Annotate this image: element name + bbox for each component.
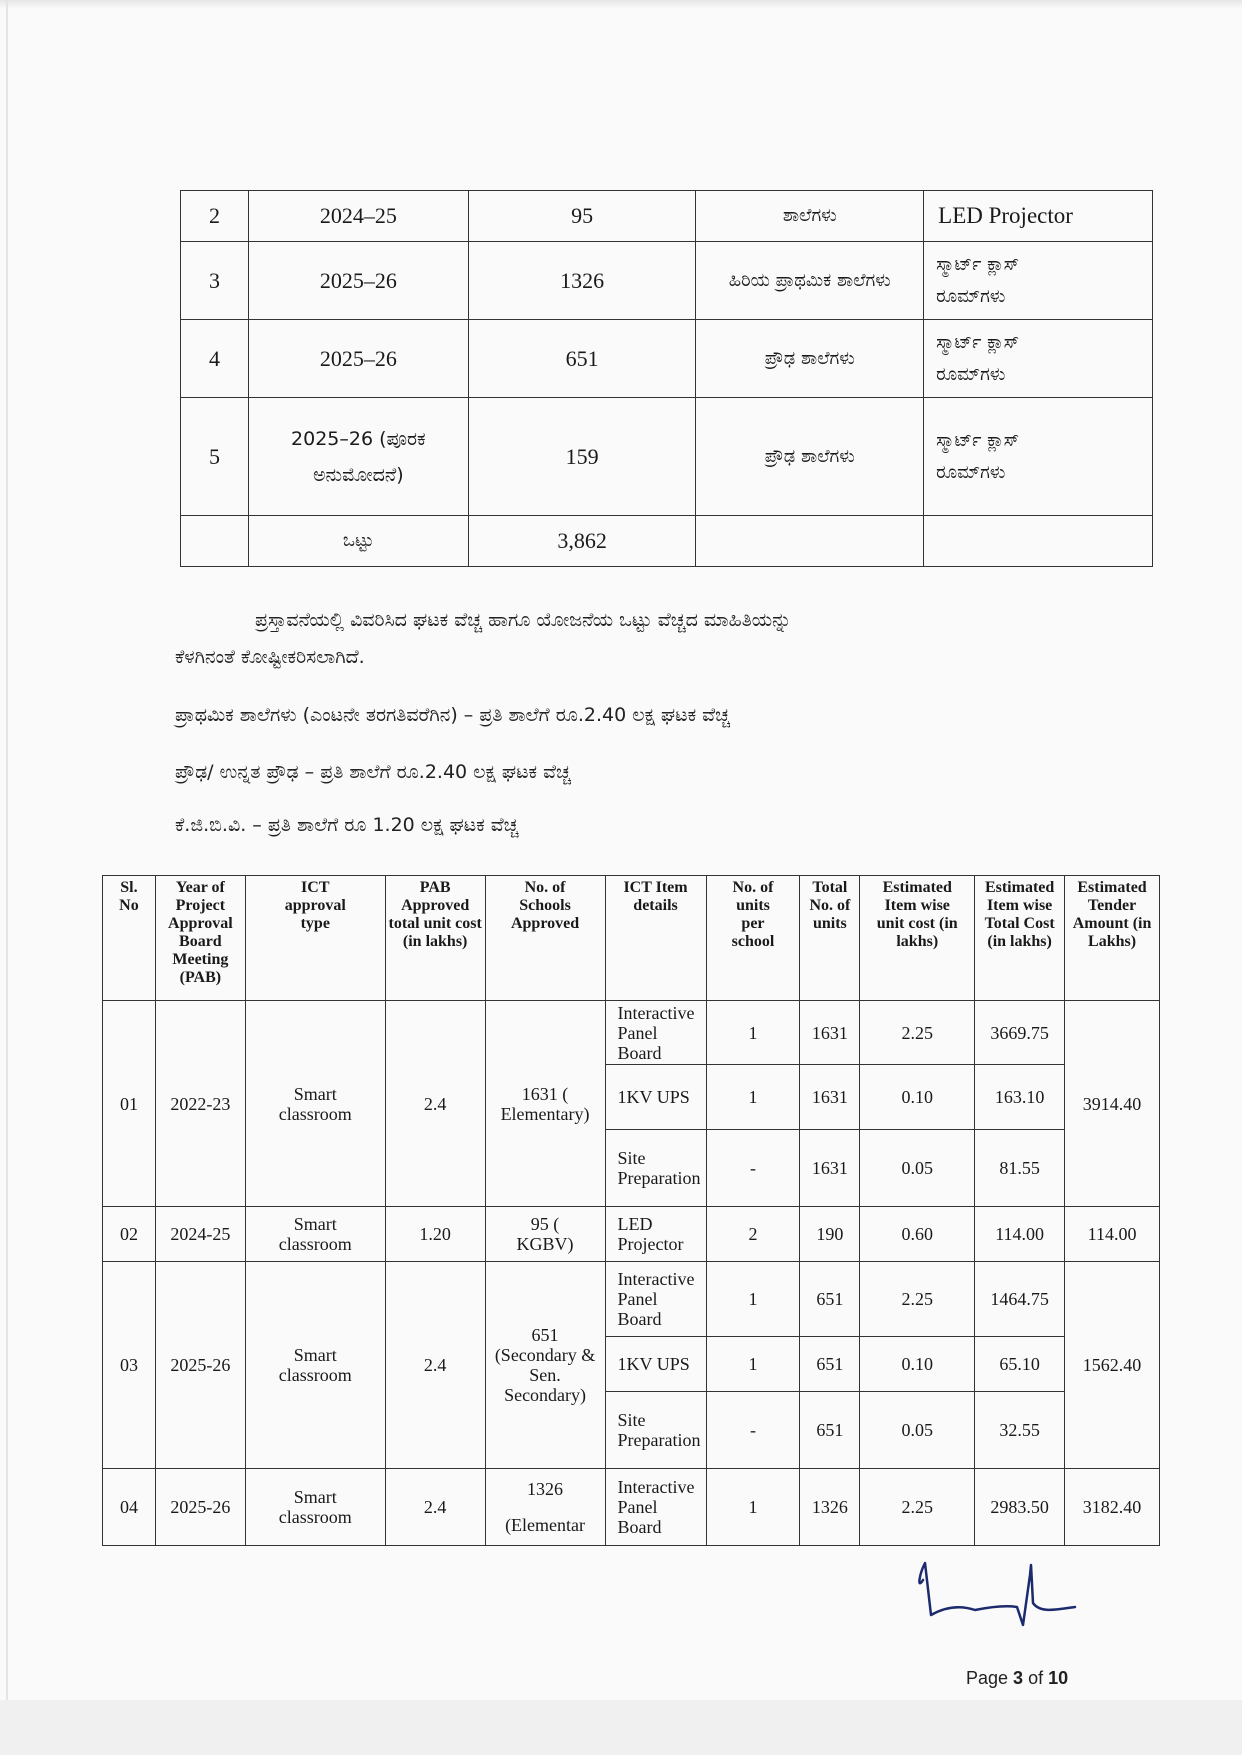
table-row [103,1001,1160,1065]
total-units-cell: 190 [800,1207,860,1262]
count-cell: 651 [468,320,696,398]
tender-cell: 1562.40 [1065,1262,1160,1469]
page-number [966,1668,1068,1689]
empty-cell [181,516,249,567]
type-cell: Smart classroom [245,1469,385,1546]
page-total: 10 [1048,1668,1069,1688]
count-cell: 95 [468,191,696,242]
item-cell: 1KV UPS [605,1337,706,1392]
year-cell: 2024-25 [155,1207,245,1262]
cost-primary-line: ಪ್ರಾಥಮಿಕ ಶಾಲೆಗಳು (ಎಂಟನೇ ತರಗತಿವರೆಗಿನ) – ಪ್ರತಿ ಶಾಲೆಗೆ ರೂ.2.40 ಲಕ್ಷ ಘಟಕ ವೆಚ್ಚ [175,704,730,726]
table-row [103,1262,1160,1337]
unit-cost-cell: 2.25 [860,1001,975,1065]
sl-cell: 02 [103,1207,156,1262]
sl-cell: 3 [181,242,249,320]
school-type-cell: ಪ್ರೌಢ ಶಾಲೆಗಳು [696,398,924,516]
sl-cell: 04 [103,1469,156,1546]
total-cost-cell: 163.10 [975,1065,1065,1130]
count-cell: 1326 [468,242,696,320]
item-cell: Interactive Panel Board [605,1001,706,1065]
sl-cell: 01 [103,1001,156,1207]
header-item: ICT Item details [605,876,706,1001]
header-type: ICT approval type [245,876,385,1001]
per-school-cell: - [706,1130,800,1207]
year-cell: 2025–26 [248,242,468,320]
item-cell: ಸ್ಮಾರ್ಟ್ ಕ್ಲಾಸ್ ರೂಮ್‌ಗಳು [924,242,1153,320]
total-value: 3,862 [468,516,696,567]
sl-cell: 5 [181,398,249,516]
per-school-cell: 1 [706,1001,800,1065]
per-school-cell: 1 [706,1065,800,1130]
type-cell: Smart classroom [245,1262,385,1469]
empty-cell [696,516,924,567]
item-cell: LED Projector [924,191,1153,242]
year-cell: 2025–26 (ಪೂರಕ ಅನುಮೋದನೆ) [248,398,468,516]
total-label: ಒಟ್ಟು [248,516,468,567]
summary-table [180,190,1153,567]
table-row [103,1207,1160,1262]
signature-icon [905,1555,1085,1635]
total-cost-cell: 65.10 [975,1337,1065,1392]
item-cell: ಸ್ಮಾರ್ಟ್ ಕ್ಲಾಸ್ ರೂಮ್‌ಗಳು [924,398,1153,516]
total-units-cell: 1631 [800,1130,860,1207]
year-cell: 2024–25 [248,191,468,242]
total-units-cell: 1631 [800,1001,860,1065]
tender-cell: 3182.40 [1065,1469,1160,1546]
unit-cost-cell: 0.10 [860,1065,975,1130]
table-row [181,191,1153,242]
unit-cost-cell: 0.10 [860,1337,975,1392]
item-cell: ಸ್ಮಾರ್ಟ್ ಕ್ಲಾಸ್ ರೂಮ್‌ಗಳು [924,320,1153,398]
header-total-units: Total No. of units [800,876,860,1001]
per-school-cell: 1 [706,1469,800,1546]
cost-kgbv-line: ಕೆ.ಜಿ.ಬಿ.ವಿ. – ಪ್ರತಿ ಶಾಲೆಗೆ ರೂ 1.20 ಲಕ್ಷ ಘಟಕ ವೆಚ್ಚ [175,814,519,836]
total-cost-cell: 32.55 [975,1392,1065,1469]
scan-edge-left [6,0,8,1755]
sl-cell: 4 [181,320,249,398]
header-unit-cost: Estimated Item wise unit cost (in lakhs) [860,876,975,1001]
type-cell: Smart classroom [245,1207,385,1262]
unit-cost-cell: 0.60 [860,1207,975,1262]
per-school-cell: - [706,1392,800,1469]
header-tender: Estimated Tender Amount (in Lakhs) [1065,876,1160,1001]
scan-edge-top [0,0,1242,8]
unit-cost-cell: 2.25 [860,1469,975,1546]
total-units-cell: 651 [800,1392,860,1469]
total-units-cell: 1326 [800,1469,860,1546]
header-sl: Sl. No [103,876,156,1001]
sl-cell: 03 [103,1262,156,1469]
tender-cell: 3914.40 [1065,1001,1160,1207]
item-cell: 1KV UPS [605,1065,706,1130]
table-row [181,320,1153,398]
header-total-cost: Estimated Item wise Total Cost (in lakhs) [975,876,1065,1001]
total-units-cell: 1631 [800,1065,860,1130]
pab-cost-cell: 2.4 [385,1469,485,1546]
page-of: of [1023,1668,1049,1688]
scan-bottom-shade [0,1700,1242,1755]
header-per-school: No. of units per school [706,876,800,1001]
per-school-cell: 1 [706,1262,800,1337]
type-cell: Smart classroom [245,1001,385,1207]
header-schools: No. of Schools Approved [485,876,605,1001]
school-type-cell: ಪ್ರೌಢ ಶಾಲೆಗಳು [696,320,924,398]
total-cost-cell: 3669.75 [975,1001,1065,1065]
item-cell: Site Preparation [605,1392,706,1469]
header-row [103,876,1160,1001]
item-cell: Site Preparation [605,1130,706,1207]
table-row [181,398,1153,516]
total-units-cell: 651 [800,1337,860,1392]
pab-cost-cell: 1.20 [385,1207,485,1262]
school-type-cell: ಶಾಲೆಗಳು [696,191,924,242]
per-school-cell: 1 [706,1337,800,1392]
unit-cost-cell: 0.05 [860,1392,975,1469]
intro-line-1: ಪ್ರಸ್ತಾವನೆಯಲ್ಲಿ ವಿವರಿಸಿದ ಘಟಕ ವೆಚ್ಚ ಹಾಗೂ ಯೋಜನೆಯ ಒಟ್ಟು ವೆಚ್ಚದ ಮಾಹಿತಿಯನ್ನು [255,609,792,631]
pab-cost-cell: 2.4 [385,1001,485,1207]
table-row [181,242,1153,320]
tender-cell: 114.00 [1065,1207,1160,1262]
count-cell: 159 [468,398,696,516]
year-cell: 2025-26 [155,1262,245,1469]
total-cost-cell: 1464.75 [975,1262,1065,1337]
header-pab-cost: PAB Approved total unit cost (in lakhs) [385,876,485,1001]
total-cost-cell: 114.00 [975,1207,1065,1262]
schools-cell: 651 (Secondary & Sen. Secondary) [485,1262,605,1469]
school-type-cell: ಹಿರಿಯ ಪ್ರಾಥಮಿಕ ಶಾಲೆಗಳು [696,242,924,320]
schools-cell: 1326 (Elementar [485,1469,605,1546]
table-row [103,1469,1160,1546]
pab-cost-cell: 2.4 [385,1262,485,1469]
schools-cell: 95 ( KGBV) [485,1207,605,1262]
year-cell: 2025–26 [248,320,468,398]
item-cell: Interactive Panel Board [605,1262,706,1337]
item-cell: Interactive Panel Board [605,1469,706,1546]
total-cost-cell: 81.55 [975,1130,1065,1207]
cost-table [102,875,1160,1546]
schools-cell: 1631 ( Elementary) [485,1001,605,1207]
total-units-cell: 651 [800,1262,860,1337]
empty-cell [924,516,1153,567]
page-prefix: Page [966,1668,1014,1688]
page-current: 3 [1013,1668,1024,1688]
cost-secondary-line: ಪ್ರೌಢ/ ಉನ್ನತ ಪ್ರೌಢ – ಪ್ರತಿ ಶಾಲೆಗೆ ರೂ.2.40 ಲಕ್ಷ ಘಟಕ ವೆಚ್ಚ [175,761,571,783]
total-row [181,516,1153,567]
year-cell: 2022-23 [155,1001,245,1207]
per-school-cell: 2 [706,1207,800,1262]
year-cell: 2025-26 [155,1469,245,1546]
intro-line-2: ಕೆಳಗಿನಂತೆ ಕೋಷ್ಟೀಕರಿಸಲಾಗಿದೆ. [175,646,365,668]
total-cost-cell: 2983.50 [975,1469,1065,1546]
header-year: Year of Project Approval Board Meeting (PAB) [155,876,245,1001]
sl-cell: 2 [181,191,249,242]
unit-cost-cell: 2.25 [860,1262,975,1337]
item-cell: LED Projector [605,1207,706,1262]
unit-cost-cell: 0.05 [860,1130,975,1207]
